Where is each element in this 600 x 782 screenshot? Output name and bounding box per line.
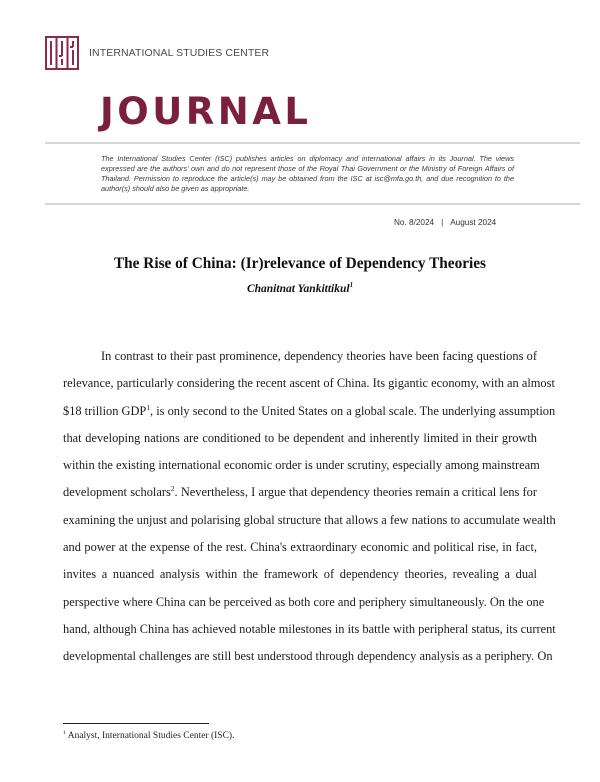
body-text-segment: development scholars xyxy=(63,485,171,500)
body-line: relevance, particularly considering the recent ascent of China. Its gigantic economy, with an almost xyxy=(63,376,555,391)
body-text-segment: $18 trillion GDP xyxy=(63,403,147,418)
body-line xyxy=(63,398,556,425)
footnote-ref[interactable]: 1 xyxy=(146,402,151,412)
body-line: perspective where China can be perceived as both core and periphery simultaneously. On the one xyxy=(63,594,545,609)
body-line: invites a nuanced analysis within the framework of dependency theories, revealing a dual xyxy=(63,567,537,582)
footnote-number: 1 xyxy=(63,729,66,736)
author-footnote-ref[interactable]: 1 xyxy=(349,282,354,290)
isc-logo-icon xyxy=(45,36,79,70)
org-name: INTERNATIONAL STUDIES CENTER xyxy=(89,47,270,59)
body-line: within the existing international economic order is under scrutiny, especially among mainstream xyxy=(63,458,540,473)
body-line xyxy=(63,479,537,506)
author-name: Chanitnat Yankittikul xyxy=(246,283,350,295)
body-line: In contrast to their past prominence, dependency theories have been facing questions of xyxy=(101,349,537,363)
footnote-ref[interactable]: 2 xyxy=(170,484,175,494)
issue-separator: | xyxy=(441,218,444,227)
author-line xyxy=(0,283,600,295)
journal-title: JOURNAL xyxy=(100,90,312,133)
header-divider-bottom xyxy=(45,203,580,205)
issue-meta xyxy=(394,218,496,227)
body-line: hand, although China has achieved notable milestones in its battle with peripheral status, its current xyxy=(63,621,556,636)
footnote-text: Analyst, International Studies Center (ISC). xyxy=(67,731,235,741)
issue-number: No. 8/2024 xyxy=(394,218,435,227)
issue-date: August 2024 xyxy=(450,218,497,227)
footnote-divider xyxy=(63,723,209,724)
article-title: The Rise of China: (Ir)relevance of Dependency Theories xyxy=(113,255,487,272)
body-line: examining the unjust and polarising global structure that allows a few nations to accumulate wealth xyxy=(63,512,556,527)
body-line: developmental challenges are still best understood through dependency analysis as a periphery. On xyxy=(63,649,553,664)
body-text-segment: . Nevertheless, I argue that dependency theories remain a critical lens for xyxy=(174,485,538,500)
body-text-segment: , is only second to the United States on a global scale. The underlying assumption xyxy=(150,403,556,418)
header-divider-top xyxy=(45,142,580,144)
article-body xyxy=(63,343,556,671)
body-line: that developing nations are conditioned to be dependent and inherently limited in their growth xyxy=(63,430,537,445)
body-line: and power at the expense of the rest. China's extraordinary economic and political rise, in fact, xyxy=(63,540,537,555)
footnote-1 xyxy=(63,731,234,741)
disclaimer-text: The International Studies Center (ISC) publishes articles on diplomacy and international affairs in its Journal. The views expressed are the authors' own and do not represent those of the Royal Thai Government or the Ministry of Foreign Affairs of Thailand. Permission to reproduce the article(s) may be obtained from the ISC at isc@mfa.go.th, and due recognition to the author(s) should also be given as appropriate. xyxy=(101,154,514,193)
